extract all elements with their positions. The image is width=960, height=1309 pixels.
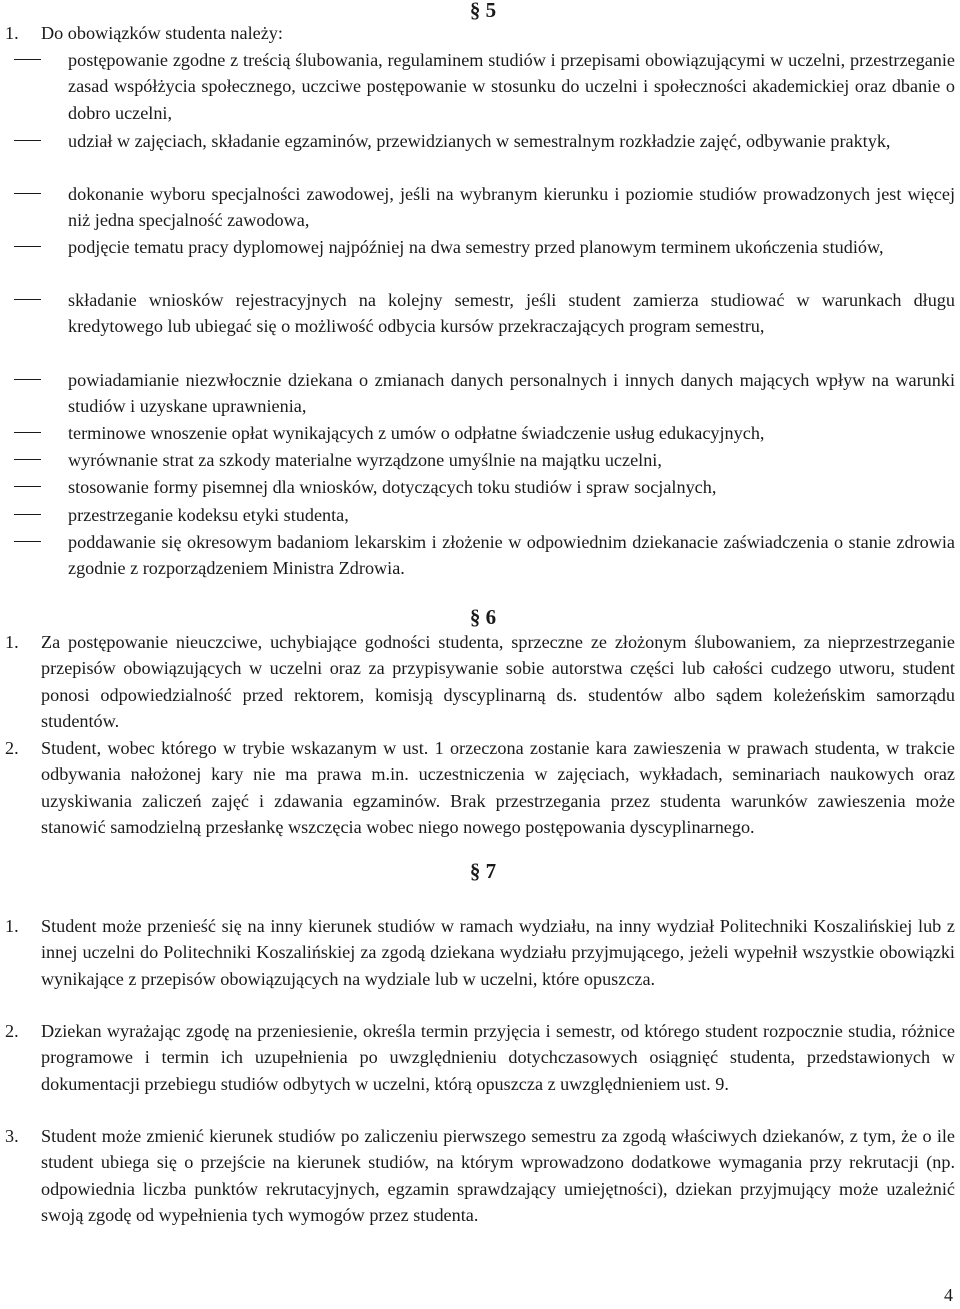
section-7-heading: § 7 (469, 859, 497, 883)
duty-text: dokonanie wyboru specjalności zawodowej, jeśli na wybranym kierunku i poziomie studiów prowadzonych jest więcej niż jedna specjalność zawodowa, (68, 184, 955, 231)
point-number: 1. (5, 632, 19, 652)
duty-text: składanie wniosków rejestracyjnych na kolejny semestr, jeśli student zamierza studiować w warunkach długu kredytowego lub ubiegać się o możliwość odbycia kursów przekraczających program semestru, (68, 290, 955, 337)
point-number: 1. (5, 23, 19, 43)
point-number: 2. (5, 1021, 19, 1041)
duty-text: przestrzeganie kodeksu etyki studenta, (68, 505, 349, 525)
point-text: Student może zmienić kierunek studiów po zaliczeniu pierwszego semestru za zgodą właściwych dziekanów, z tym, że o ile student ubiega się o przejście na kierunek studiów, na którym wprowadzono dodatkowe wymagania przy rekrutacji (np. odpowiednia liczba punktów rekrutacyjnych, egzamin sprawdzający umiejętności), dziekan przyjmujący może uzależnić swoją zgodę od wypełnienia tych wymogów przez studenta. (41, 1126, 955, 1226)
dash-bullet (14, 140, 41, 141)
point-text: Za postępowanie nieuczciwe, uchybiające godności studenta, sprzeczne ze złożonym ślubowaniem, za nieprzestrzeganie przepisów obowiązujących w uczelni oraz za przypisywanie sobie autorstwa części lub całości cudzego utworu, student ponosi odpowiedzialność przed rektorem, komisją dyscyplinarną ds. studentów albo sądem koleżeńskim samorządu studentów. (41, 632, 955, 732)
point-number: 3. (5, 1126, 19, 1146)
duty-text: postępowanie zgodne z treścią ślubowania, regulaminem studiów i przepisami obowiązującymi w uczelni, przestrzeganie zasad współżycia społecznego, uczciwe postępowanie w stosunku do uczelni i społeczności akademickiej oraz dbanie o dobro uczelni, (68, 50, 955, 123)
duty-text: stosowanie formy pisemnej dla wniosków, dotyczących toku studiów i spraw socjalnych, (68, 477, 717, 497)
dash-bullet (14, 514, 41, 515)
section-6-heading: § 6 (469, 605, 497, 629)
duty-text: poddawanie się okresowym badaniom lekarskim i złożenie w odpowiednim dziekanacie zaświadczenia o stanie zdrowia zgodnie z rozporządzeniem Ministra Zdrowia. (68, 532, 955, 579)
dash-bullet (14, 432, 41, 433)
intro-text: Do obowiązków studenta należy: (41, 23, 283, 43)
point-number: 2. (5, 738, 19, 758)
duty-text: podjęcie tematu pracy dyplomowej najpóźniej na dwa semestry przed planowym terminem ukończenia studiów, (68, 237, 884, 257)
section-5-heading: § 5 (469, 0, 497, 22)
dash-bullet (14, 59, 41, 60)
dash-bullet (14, 299, 41, 300)
dash-bullet (14, 379, 41, 380)
dash-bullet (14, 541, 41, 542)
page-number: 4 (944, 1285, 953, 1305)
dash-bullet (14, 459, 41, 460)
point-text: Student może przenieść się na inny kierunek studiów w ramach wydziału, na inny wydział Politechniki Koszalińskiej lub z innej uczelni do Politechniki Koszalińskiej za zgodą dziekana wydziału przyjmującego, jeżeli wypełnił wszystkie obowiązki wynikające z przepisów obowiązujących na wydziale lub w uczelni, które opuszcza. (41, 916, 955, 989)
point-text: Student, wobec którego w trybie wskazanym w ust. 1 orzeczona zostanie kara zawieszenia w prawach studenta, w trakcie odbywania nałożonej kary nie ma prawa m.in. uczestniczenia w zajęciach, wykładach, seminariach naukowych oraz uzyskiwania zaliczeń zajęć i zdawania egzaminów. Brak przestrzegania przez studenta warunków zawieszenia może stanowić samodzielną przesłankę wszczęcia wobec niego nowego postępowania dyscyplinarnego. (41, 738, 955, 838)
point-number: 1. (5, 916, 19, 936)
duty-text: powiadamianie niezwłocznie dziekana o zmianach danych personalnych i innych danych mających wpływ na warunki studiów i uzyskane uprawnienia, (68, 370, 955, 417)
dash-bullet (14, 486, 41, 487)
duty-text: udział w zajęciach, składanie egzaminów, przewidzianych w semestralnym rozkładzie zajęć, odbywanie praktyk, (68, 131, 891, 151)
dash-bullet (14, 193, 41, 194)
point-text: Dziekan wyrażając zgodę na przeniesienie, określa termin przyjęcia i semestr, od którego student rozpocznie studia, różnice programowe i termin ich uzupełnienia po uwzględnieniu dotychczasowych osiągnięć studenta, przedstawionych w dokumentacji przebiegu studiów odbytych w uczelni, którą opuszcza z uwzględnieniem ust. 9. (41, 1021, 955, 1094)
dash-bullet (14, 246, 41, 247)
duty-text: terminowe wnoszenie opłat wynikających z umów o odpłatne świadczenie usług edukacyjnych, (68, 423, 765, 443)
duty-text: wyrównanie strat za szkody materialne wyrządzone umyślnie na majątku uczelni, (68, 450, 662, 470)
